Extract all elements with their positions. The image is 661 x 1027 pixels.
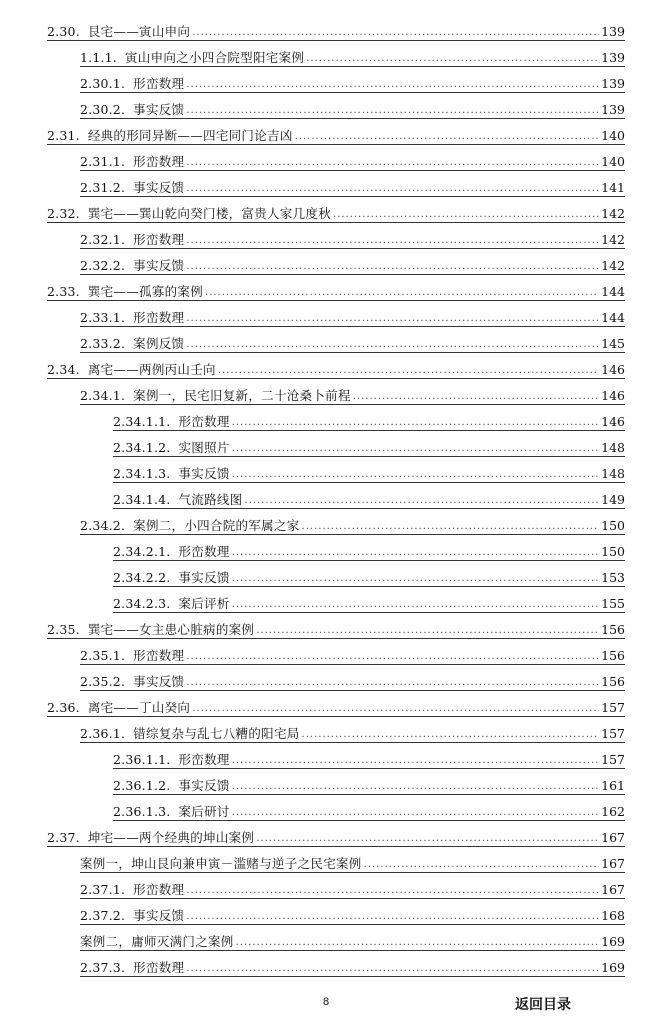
toc-entry-number: 2.31.1. bbox=[80, 154, 126, 169]
toc-entry[interactable] bbox=[0, 437, 661, 463]
toc-entry-title: 事实反馈 bbox=[178, 778, 230, 793]
toc-entry-number: 2.32. bbox=[47, 206, 80, 221]
toc-entry-title: 案例二，庸师灭满门之案例 bbox=[80, 934, 234, 949]
toc-entry-page: 169 bbox=[601, 934, 625, 949]
toc-leader-dots bbox=[186, 156, 599, 170]
toc-entry-number: 2.37.3. bbox=[80, 960, 126, 975]
toc-entry-number: 2.34.2. bbox=[80, 518, 126, 533]
toc-leader-dots bbox=[186, 338, 599, 352]
back-to-contents-link[interactable]: 返回目录 bbox=[515, 996, 571, 1012]
toc-entry-page: 139 bbox=[601, 102, 625, 117]
toc-entry-page: 139 bbox=[601, 50, 625, 65]
toc-entry-number: 2.34.1.3. bbox=[113, 466, 171, 481]
toc-entry-page: 140 bbox=[601, 128, 625, 143]
toc-entry-title: 事实反馈 bbox=[133, 908, 185, 923]
toc-entry-number: 2.36.1.3. bbox=[113, 804, 171, 819]
page-number: 8 bbox=[323, 996, 330, 1008]
toc-entry-page: 142 bbox=[601, 232, 625, 247]
toc-leader-dots bbox=[232, 572, 599, 586]
toc-entry-number: 2.37.1. bbox=[80, 882, 126, 897]
toc-entry-title: 离宅——丁山癸向 bbox=[87, 700, 191, 715]
toc-entry-number: 2.30.2. bbox=[80, 102, 126, 117]
toc-entry-page: 157 bbox=[601, 700, 625, 715]
toc-entry-title: 形峦数理 bbox=[178, 414, 230, 429]
toc-leader-dots bbox=[186, 234, 599, 248]
toc-leader-dots bbox=[306, 52, 599, 66]
toc-entry-title: 事实反馈 bbox=[178, 570, 230, 585]
toc-entry-title: 艮宅——寅山申向 bbox=[87, 24, 191, 39]
toc-entry-number: 2.34.2.3. bbox=[113, 596, 171, 611]
toc-entry-number: 2.30. bbox=[47, 24, 80, 39]
toc-leader-dots bbox=[205, 286, 599, 300]
toc-entry[interactable] bbox=[0, 385, 661, 411]
toc-entry-number: 2.34.1.1. bbox=[113, 414, 171, 429]
toc-entry-page: 169 bbox=[601, 960, 625, 975]
toc-entry-page: 153 bbox=[601, 570, 625, 585]
toc-entry-title: 事实反馈 bbox=[133, 180, 185, 195]
toc-entry-page: 156 bbox=[601, 674, 625, 689]
toc-entry[interactable] bbox=[0, 73, 661, 99]
toc-leader-dots bbox=[256, 832, 599, 846]
toc-entry-number: 2.34.1. bbox=[80, 388, 126, 403]
toc-leader-dots bbox=[232, 598, 599, 612]
toc-leader-dots bbox=[256, 624, 599, 638]
toc-entry[interactable] bbox=[0, 697, 661, 723]
toc-entry-number: 2.30.1. bbox=[80, 76, 126, 91]
toc-entry-number: 1.1.1. bbox=[80, 50, 117, 65]
toc-entry[interactable] bbox=[0, 281, 661, 307]
toc-entry-page: 156 bbox=[601, 648, 625, 663]
toc-leader-dots bbox=[232, 546, 599, 560]
toc-entry[interactable] bbox=[0, 853, 661, 879]
toc-entry-page: 142 bbox=[601, 206, 625, 221]
toc-entry[interactable] bbox=[0, 359, 661, 385]
toc-entry[interactable] bbox=[0, 879, 661, 905]
toc-entry-number: 2.32.1. bbox=[80, 232, 126, 247]
toc-entry[interactable] bbox=[0, 151, 661, 177]
toc-entry[interactable] bbox=[0, 177, 661, 203]
toc-entry-title: 经典的形同异断——四宅同门论吉凶 bbox=[87, 128, 293, 143]
toc-entry-page: 156 bbox=[601, 622, 625, 637]
toc-entry-number: 2.36. bbox=[47, 700, 80, 715]
toc-entry-page: 150 bbox=[601, 544, 625, 559]
toc-entry[interactable] bbox=[0, 203, 661, 229]
toc-entry-number: 2.34. bbox=[47, 362, 80, 377]
toc-leader-dots bbox=[186, 962, 599, 976]
toc-entry-title: 事实反馈 bbox=[133, 258, 185, 273]
toc-entry-title: 案后评析 bbox=[178, 596, 230, 611]
toc-entry-page: 157 bbox=[601, 752, 625, 767]
toc-entry-page: 140 bbox=[601, 154, 625, 169]
toc-entry-title: 形峦数理 bbox=[133, 154, 185, 169]
toc-entry-title: 错综复杂与乱七八糟的阳宅局 bbox=[133, 726, 300, 741]
toc-leader-dots bbox=[186, 884, 599, 898]
toc-entry-number: 2.35.1. bbox=[80, 648, 126, 663]
toc-leader-dots bbox=[232, 416, 599, 430]
toc-entry[interactable] bbox=[0, 723, 661, 749]
toc-leader-dots bbox=[192, 26, 599, 40]
toc-entry[interactable] bbox=[0, 255, 661, 281]
toc-entry-title: 事实反馈 bbox=[178, 466, 230, 481]
toc-entry[interactable] bbox=[0, 775, 661, 801]
toc-leader-dots bbox=[186, 78, 599, 92]
toc-entry[interactable] bbox=[0, 515, 661, 541]
toc-entry[interactable] bbox=[0, 593, 661, 619]
toc-leader-dots bbox=[186, 910, 599, 924]
toc-entry[interactable] bbox=[0, 671, 661, 697]
toc-entry-page: 139 bbox=[601, 24, 625, 39]
toc-entry-title: 形峦数理 bbox=[133, 76, 185, 91]
table-of-contents bbox=[0, 21, 661, 983]
toc-entry-number: 2.35. bbox=[47, 622, 80, 637]
toc-entry-number: 2.35.2. bbox=[80, 674, 126, 689]
toc-entry-page: 148 bbox=[601, 466, 625, 481]
toc-entry-title: 形峦数理 bbox=[133, 882, 185, 897]
toc-entry-number: 2.36.1.1. bbox=[113, 752, 171, 767]
toc-entry-title: 离宅——两例丙山壬向 bbox=[87, 362, 216, 377]
toc-entry-title: 巽宅——女主患心脏病的案例 bbox=[87, 622, 255, 637]
toc-entry[interactable] bbox=[0, 489, 661, 515]
toc-leader-dots bbox=[232, 468, 599, 482]
toc-entry[interactable] bbox=[0, 307, 661, 333]
toc-entry[interactable] bbox=[0, 411, 661, 437]
toc-leader-dots bbox=[236, 936, 600, 950]
toc-entry-title: 形峦数理 bbox=[133, 232, 185, 247]
toc-leader-dots bbox=[232, 754, 599, 768]
toc-entry-number: 2.34.2.2. bbox=[113, 570, 171, 585]
toc-entry-page: 162 bbox=[601, 804, 625, 819]
toc-leader-dots bbox=[364, 858, 600, 872]
toc-entry-page: 168 bbox=[601, 908, 625, 923]
toc-entry-page: 149 bbox=[601, 492, 625, 507]
toc-leader-dots bbox=[295, 130, 600, 144]
toc-entry[interactable] bbox=[0, 21, 661, 47]
toc-entry-title: 案后研讨 bbox=[178, 804, 230, 819]
toc-entry-page: 141 bbox=[601, 180, 625, 195]
toc-entry[interactable] bbox=[0, 47, 661, 73]
toc-leader-dots bbox=[218, 364, 599, 378]
toc-entry[interactable] bbox=[0, 619, 661, 645]
toc-entry[interactable] bbox=[0, 463, 661, 489]
toc-entry[interactable] bbox=[0, 541, 661, 567]
toc-leader-dots bbox=[232, 780, 599, 794]
toc-entry-title: 形峦数理 bbox=[133, 960, 185, 975]
toc-entry-title: 事实反馈 bbox=[133, 674, 185, 689]
toc-entry-number: 2.36.1. bbox=[80, 726, 126, 741]
toc-entry-number: 2.34.1.2. bbox=[113, 440, 171, 455]
toc-entry-page: 167 bbox=[601, 856, 625, 871]
toc-entry[interactable] bbox=[0, 99, 661, 125]
toc-leader-dots bbox=[302, 520, 600, 534]
toc-entry[interactable] bbox=[0, 905, 661, 931]
toc-leader-dots bbox=[192, 702, 599, 716]
toc-entry-title: 形峦数理 bbox=[133, 310, 185, 325]
toc-entry-title: 巽宅——巽山乾向癸门楼，富贵人家几度秋 bbox=[87, 206, 332, 221]
toc-entry[interactable] bbox=[0, 827, 661, 853]
toc-entry-title: 形峦数理 bbox=[178, 544, 230, 559]
toc-entry-page: 150 bbox=[601, 518, 625, 533]
toc-entry-page: 144 bbox=[601, 310, 625, 325]
toc-entry-title: 实图照片 bbox=[178, 440, 230, 455]
toc-entry-page: 145 bbox=[601, 336, 625, 351]
toc-entry-number: 2.34.2.1. bbox=[113, 544, 171, 559]
toc-entry-number: 2.36.1.2. bbox=[113, 778, 171, 793]
toc-leader-dots bbox=[186, 182, 599, 196]
toc-entry-title: 寅山申向之小四合院型阳宅案例 bbox=[124, 50, 305, 65]
toc-entry-page: 157 bbox=[601, 726, 625, 741]
toc-leader-dots bbox=[232, 806, 599, 820]
toc-entry-title: 事实反馈 bbox=[133, 102, 185, 117]
toc-leader-dots bbox=[186, 312, 599, 326]
toc-entry-title: 形峦数理 bbox=[133, 648, 185, 663]
toc-entry[interactable] bbox=[0, 333, 661, 359]
toc-entry[interactable] bbox=[0, 229, 661, 255]
toc-entry[interactable] bbox=[0, 931, 661, 957]
toc-entry-page: 167 bbox=[601, 830, 625, 845]
toc-entry-title: 案例反馈 bbox=[133, 336, 185, 351]
toc-entry-number: 2.33.2. bbox=[80, 336, 126, 351]
toc-entry-page: 161 bbox=[601, 778, 625, 793]
toc-leader-dots bbox=[302, 728, 600, 742]
toc-leader-dots bbox=[186, 104, 599, 118]
toc-entry-title: 案例一，坤山艮向兼申寅－滥赌与逆子之民宅案例 bbox=[80, 856, 362, 871]
toc-entry-page: 146 bbox=[601, 362, 625, 377]
toc-entry-number: 2.33. bbox=[47, 284, 80, 299]
toc-entry-title: 案例二，小四合院的军属之家 bbox=[133, 518, 300, 533]
toc-leader-dots bbox=[353, 390, 599, 404]
toc-entry-title: 巽宅——孤寡的案例 bbox=[87, 284, 204, 299]
toc-leader-dots bbox=[333, 208, 599, 222]
toc-leader-dots bbox=[244, 494, 599, 508]
toc-leader-dots bbox=[186, 650, 599, 664]
toc-entry-title: 气流路线图 bbox=[178, 492, 243, 507]
toc-entry[interactable] bbox=[0, 567, 661, 593]
toc-entry-page: 146 bbox=[601, 388, 625, 403]
toc-entry-number: 2.37. bbox=[47, 830, 80, 845]
toc-entry-page: 167 bbox=[601, 882, 625, 897]
toc-entry-page: 155 bbox=[601, 596, 625, 611]
toc-leader-dots bbox=[186, 676, 599, 690]
toc-entry-number: 2.32.2. bbox=[80, 258, 126, 273]
toc-entry[interactable] bbox=[0, 801, 661, 827]
toc-entry-page: 144 bbox=[601, 284, 625, 299]
toc-entry-page: 142 bbox=[601, 258, 625, 273]
toc-leader-dots bbox=[232, 442, 599, 456]
toc-entry-page: 139 bbox=[601, 76, 625, 91]
toc-entry-number: 2.33.1. bbox=[80, 310, 126, 325]
toc-leader-dots bbox=[186, 260, 599, 274]
toc-entry-page: 148 bbox=[601, 440, 625, 455]
toc-entry-number: 2.31. bbox=[47, 128, 80, 143]
toc-entry-number: 2.34.1.4. bbox=[113, 492, 171, 507]
toc-entry[interactable] bbox=[0, 957, 661, 983]
toc-entry-title: 坤宅——两个经典的坤山案例 bbox=[87, 830, 255, 845]
toc-entry-number: 2.31.2. bbox=[80, 180, 126, 195]
toc-entry-title: 案例一，民宅旧复新，二十沧桑卜前程 bbox=[133, 388, 351, 403]
toc-entry-number: 2.37.2. bbox=[80, 908, 126, 923]
toc-entry[interactable] bbox=[0, 125, 661, 151]
toc-entry-title: 形峦数理 bbox=[178, 752, 230, 767]
toc-entry[interactable] bbox=[0, 749, 661, 775]
toc-entry-page: 146 bbox=[601, 414, 625, 429]
toc-entry[interactable] bbox=[0, 645, 661, 671]
